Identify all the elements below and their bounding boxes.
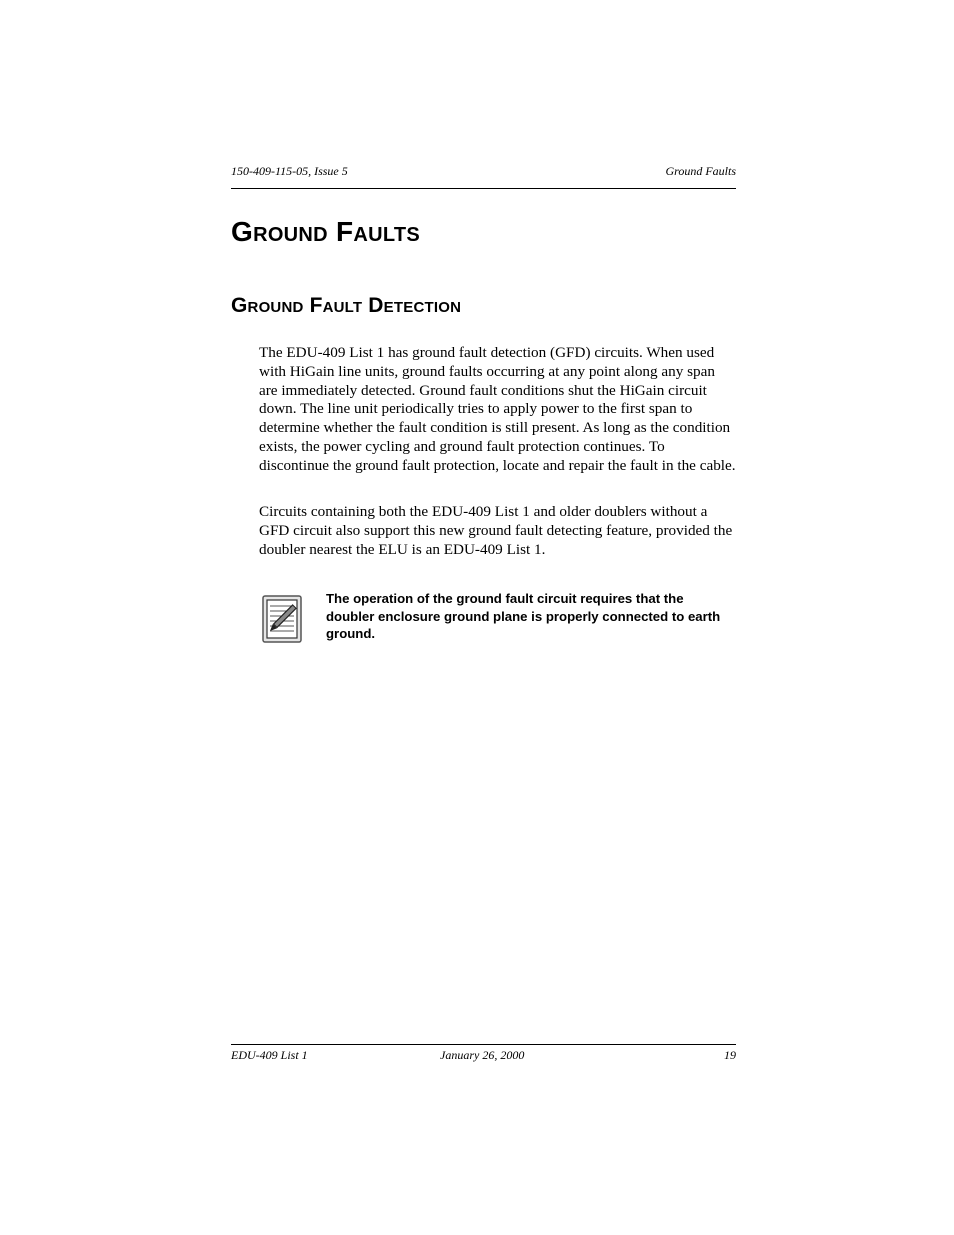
section-heading: Ground Fault Detection <box>231 294 462 317</box>
header-section-title: Ground Faults <box>665 164 736 178</box>
footer-product: EDU-409 List 1 <box>231 1048 308 1062</box>
note-text: The operation of the ground fault circuit requires that the doubler enclosure ground plane is properly connected to earth ground. <box>326 591 721 642</box>
page-title: Ground Faults <box>231 216 421 247</box>
page-footer <box>231 1044 736 1065</box>
body-paragraph-1: The EDU-409 List 1 has ground fault detection (GFD) circuits. When used with HiGain line units, ground faults occurring at any point along any span are immediately detected. Ground fault conditions shut the HiGain circuit down. The line unit periodically tries to apply power to the first span to determine whether the fault condition is still present. As long as the condition exists, the power cycling and ground fault protection continues. To discontinue the ground fault protection, locate and repair the fault in the cable. <box>259 344 736 474</box>
footer-date: January 26, 2000 <box>440 1048 525 1062</box>
header-doc-number: 150-409-115-05, Issue 5 <box>231 164 348 178</box>
footer-page-number: 19 <box>724 1048 736 1062</box>
page-header <box>231 164 736 189</box>
body-paragraph-2: Circuits containing both the EDU-409 List 1 and older doublers without a GFD circuit also support this new ground fault detecting feature, provided the doubler nearest the ELU is an EDU-409 List 1. <box>259 503 733 558</box>
note-pencil-icon <box>262 595 302 643</box>
